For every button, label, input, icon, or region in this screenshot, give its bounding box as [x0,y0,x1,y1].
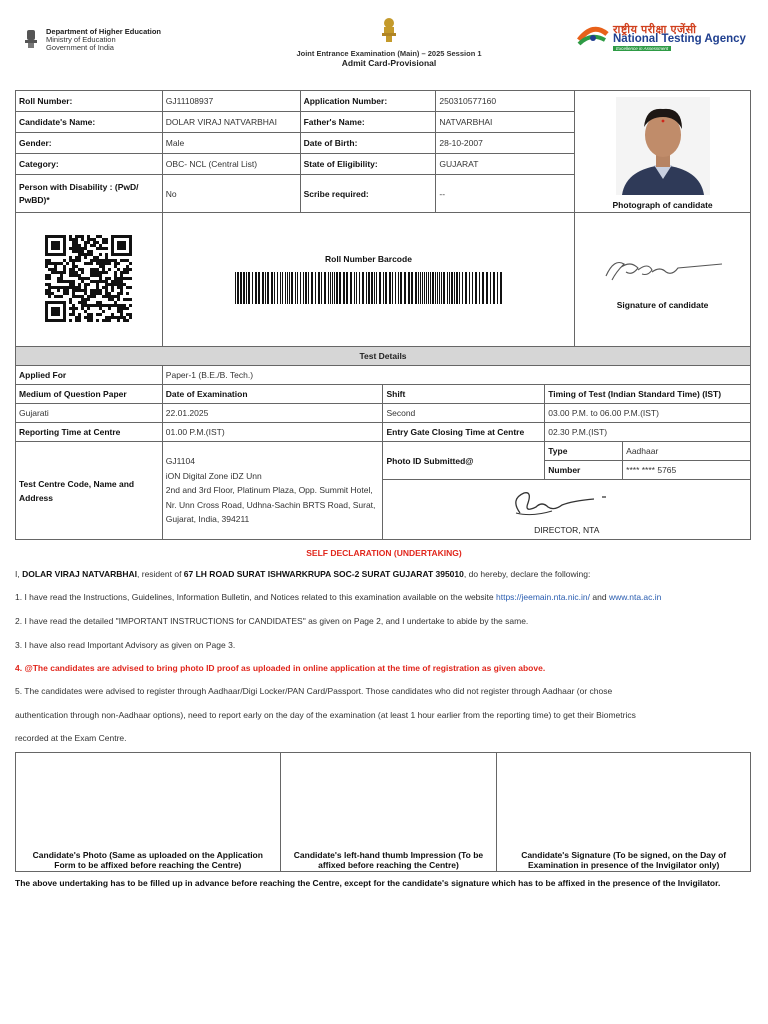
declaration-candidate-name: DOLAR VIRAJ NATVARBHAI [22,569,138,579]
declaration-point-5-line-3: recorded at the Exam Centre. [15,733,127,743]
test-centre-value [162,442,383,540]
shift-label: Shift [383,385,545,404]
declaration-intro-text: , do hereby, declare the following: [463,569,591,579]
director-signature [502,483,632,523]
declaration-point-1 [15,592,755,603]
director-title: DIRECTOR, NTA [534,525,600,535]
scribe-label: Scribe required: [300,175,436,213]
nta-logo-icon [577,26,609,48]
declaration-candidate-address: 67 LH ROAD SURAT ISHWARKRUPA SOC-2 SURAT GUJARAT 395010 [183,569,464,579]
shift-value: Second [383,404,545,423]
nta-hindi-name: राष्ट्रीय परीक्षा एजेंसी [613,24,697,36]
reporting-time-label: Reporting Time at Centre [16,423,163,442]
admit-card-title: Admit Card-Provisional [341,58,437,68]
photo-id-label: Photo ID Submitted@ [383,442,545,480]
state-value: GUJARAT [436,154,575,175]
declaration-point-5-line-1: 5. The candidates were advised to register through Aadhaar/Digi Locker/PAN Card/Passport. Those candidates who did not register through Aadhaar (or chose [15,686,613,696]
father-name-value: NATVARBHAI [436,112,575,133]
declaration-intro-text: , resident of [137,569,184,579]
category-value: OBC- NCL (Central List) [162,154,300,175]
barcode-cell [162,213,574,347]
moe-department: Department of Higher Education [46,27,162,36]
declaration-point-5-line-2: authentication through non-Aadhaar options), need to report early on the day of the examination (at least 1 hour earlier from the reporting time) to get their Biometrics [15,710,636,720]
barcode-label: Roll Number Barcode [325,253,412,264]
national-emblem-icon [378,16,400,44]
application-number-value: 250310577160 [436,91,575,112]
candidate-name-value: DOLAR VIRAJ NATVARBHAI [162,112,300,133]
state-label: State of Eligibility: [300,154,436,175]
affix-thumb-impression-box: Candidate's left-hand thumb Impression (To be affixed before reaching the Centre) [280,753,497,872]
exam-date-label: Date of Examination [162,385,383,404]
dob-value: 28-10-2007 [436,133,575,154]
roll-number-value: GJ11108937 [162,91,300,112]
gender-value: Male [162,133,300,154]
id-number-label: Number [545,461,623,480]
roll-number-barcode [233,272,503,304]
declaration-point-4: 4. @The candidates are advised to bring photo ID proof as uploaded in online application at the time of registration as given above. [15,663,546,673]
test-centre-label: Test Centre Code, Name and Address [16,442,163,540]
pwd-label: Person with Disability : (PwD/ PwBD)* [16,175,163,213]
moe-government: Government of India [46,43,114,52]
medium-value: Gujarati [16,404,163,423]
nta-name: National Testing Agency [613,33,746,45]
applied-for-label: Applied For [16,366,163,385]
medium-label: Medium of Question Paper [16,385,163,404]
test-details-heading: Test Details [16,347,751,366]
candidate-photo [616,97,710,195]
candidate-name-label: Candidate's Name: [16,112,163,133]
roll-number-label: Roll Number: [16,91,163,112]
candidate-signature [598,250,728,290]
id-number-value: **** **** 5765 [623,461,751,480]
qr-code-cell [16,213,163,347]
affix-photo-box: Candidate's Photo (Same as uploaded on the Application Form to be affixed before reaching the Centre) [16,753,281,872]
moe-ministry: Ministry of Education [46,35,116,44]
declaration-point-2: 2. I have read the detailed "IMPORTANT INSTRUCTIONS for CANDIDATES" as given on Page 2, and I undertake to abide by the same. [15,616,529,626]
id-type-value: Aadhaar [623,442,751,461]
self-declaration-title: SELF DECLARATION (UNDERTAKING) [306,548,462,558]
pwd-value: No [162,175,300,213]
declaration-point-1-text: 1. I have read the Instructions, Guidelines, Information Bulletin, and Notices related to this examination available on the website [15,592,496,602]
timing-label: Timing of Test (Indian Standard Time) (IST) [545,385,751,404]
gate-closing-label: Entry Gate Closing Time at Centre [383,423,545,442]
nta-website-link[interactable]: www.nta.ac.in [608,592,662,602]
declaration-intro-text: I, [15,569,23,579]
declaration-point-1-text: and [590,592,609,602]
national-emblem-icon [22,28,40,50]
signature-cell [575,213,751,347]
application-number-label: Application Number: [300,91,436,112]
reporting-time-value: 01.00 P.M.(IST) [162,423,383,442]
affix-signature-box: Candidate's Signature (To be signed, on the Day of Examination in presence of the Invigilator only) [497,753,751,872]
dob-label: Date of Birth: [300,133,436,154]
jeemain-website-link[interactable]: https://jeemain.nta.nic.in/ [496,592,591,602]
exam-title: Joint Entrance Examination (Main) – 2025 Session 1 [296,49,482,58]
photo-caption: Photograph of candidate [612,200,713,210]
applied-for-value: Paper-1 (B.E./B. Tech.) [162,366,750,385]
affix-boxes-table [15,752,751,872]
qr-code [41,234,137,324]
id-type-label: Type [545,442,623,461]
director-signature-cell [383,480,751,540]
header [0,0,768,90]
test-centre-address: 2nd and 3rd Floor, Platinum Plaza, Opp. Summit Hotel, Nr. Unn Cross Road, Udhna-Sachin BRTS Road, Surat, Gujarat, India, 394211 [165,485,376,525]
declaration-point-3: 3. I have also read Important Advisory as given on Page 3. [15,640,236,650]
test-centre-name: iON Digital Zone iDZ Unn [165,470,262,481]
nta-tagline: Excellence in Assessment [613,46,671,51]
gate-closing-value: 02.30 P.M.(IST) [545,423,751,442]
test-centre-code: GJ1104 [165,456,195,467]
ministry-logo-block [22,28,161,52]
exam-date-value: 22.01.2025 [162,404,383,423]
undertaking-footnote: The above undertaking has to be filled up in advance before reaching the Centre, except for the candidate's signature which has to be affixed in the presence of the Invigilator. [15,878,721,888]
father-name-label: Father's Name: [300,112,436,133]
gender-label: Gender: [16,133,163,154]
scribe-value: -- [436,175,575,213]
candidate-photo-cell [575,91,751,213]
declaration-intro [15,569,755,580]
test-details-table [15,346,751,540]
category-label: Category: [16,154,163,175]
candidate-details-table [15,90,751,347]
timing-value: 03.00 P.M. to 06.00 P.M.(IST) [545,404,751,423]
signature-caption: Signature of candidate [616,299,709,310]
